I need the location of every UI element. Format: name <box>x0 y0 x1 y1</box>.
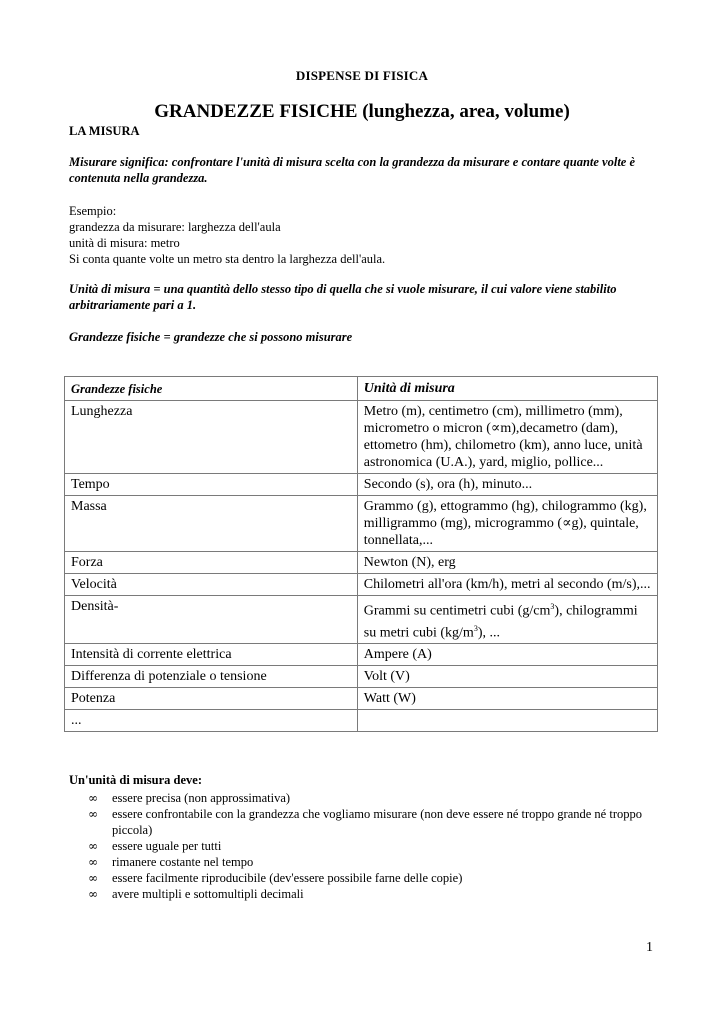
example-line: grandezza da misurare: larghezza dell'aula <box>69 220 281 234</box>
unit-cell <box>357 710 657 732</box>
table-row <box>65 401 658 474</box>
list-item-text: essere precisa (non approssimativa) <box>112 791 291 805</box>
unit-cell: Metro (m), centimetro (cm), millimetro (mm), micrometro o micron (∝m),decametro (dam), ettometro (hm), chilometro (km), anno luce, unità astronomica (U.A.), yard, miglio, pollice... <box>357 401 657 474</box>
quantity-cell: Differenza di potenziale o tensione <box>65 666 358 688</box>
requirements-list <box>88 790 658 902</box>
superscript: 3 <box>473 623 478 633</box>
unit-cell: Ampere (A) <box>357 644 657 666</box>
list-item-text: essere facilmente riproducibile (dev'essere possibile farne delle copie) <box>112 871 463 885</box>
table-row <box>65 688 658 710</box>
unit-cell: Secondo (s), ora (h), minuto... <box>357 474 657 496</box>
list-item <box>88 838 658 854</box>
requirements-title: Un'unità di misura deve: <box>69 773 203 787</box>
unit-cell: Grammo (g), ettogrammo (hg), chilogrammo (kg), milligrammo (mg), microgrammo (∝g), quintale, tonnellata,... <box>357 496 657 552</box>
quantity-cell: Intensità di corrente elettrica <box>65 644 358 666</box>
unit-cell: Watt (W) <box>357 688 657 710</box>
quantity-cell: Potenza <box>65 688 358 710</box>
quantity-cell: Lunghezza <box>65 401 358 474</box>
list-item <box>88 886 658 902</box>
list-item <box>88 790 658 806</box>
units-table <box>64 376 658 732</box>
infinity-bullet-icon: ∞ <box>88 791 98 805</box>
quantity-cell: Velocità <box>65 574 358 596</box>
unit-definition: Unità di misura = una quantità dello stesso tipo di quella che si vuole misurare, il cui valore viene stabilito arbitrariamente pari a 1. <box>69 282 617 312</box>
table-row <box>65 644 658 666</box>
example-line: Si conta quante volte un metro sta dentro la larghezza dell'aula. <box>69 252 386 266</box>
measure-definition: Misurare significa: confrontare l'unità di misura scelta con la grandezza da misurare e contare quante volte è contenuta nella grandezza. <box>69 155 636 185</box>
unit-cell: Newton (N), erg <box>357 552 657 574</box>
quantity-cell: Densità- <box>65 596 358 644</box>
table-row <box>65 666 658 688</box>
table-row <box>65 574 658 596</box>
header-unit: Unità di misura <box>357 377 657 401</box>
infinity-bullet-icon: ∞ <box>88 839 98 853</box>
quantity-cell: ... <box>65 710 358 732</box>
quantities-definition: Grandezze fisiche = grandezze che si possono misurare <box>69 330 353 344</box>
table-row <box>65 552 658 574</box>
infinity-bullet-icon: ∞ <box>88 871 98 885</box>
infinity-bullet-icon: ∞ <box>88 887 98 901</box>
table-row <box>65 474 658 496</box>
list-item <box>88 854 658 870</box>
list-item-text: essere confrontabile con la grandezza che vogliamo misurare (non deve essere né troppo grande né troppo piccola) <box>112 807 642 837</box>
section-heading: LA MISURA <box>69 124 140 138</box>
superscript: 3 <box>550 602 555 611</box>
quantity-cell: Tempo <box>65 474 358 496</box>
quantity-cell: Forza <box>65 552 358 574</box>
table-row <box>65 596 658 644</box>
table-row <box>65 710 658 732</box>
list-item-text: essere uguale per tutti <box>112 839 222 853</box>
list-item <box>88 870 658 886</box>
table-row <box>65 496 658 552</box>
document-title: GRANDEZZE FISICHE (lunghezza, area, volume) <box>154 101 570 122</box>
unit-cell: Chilometri all'ora (km/h), metri al secondo (m/s),... <box>357 574 657 596</box>
page-number: 1 <box>646 940 653 955</box>
unit-cell <box>357 596 657 644</box>
example-line: Esempio: <box>69 204 117 218</box>
unit-text: ), chilogrammi su metri cubi (kg/m <box>363 603 638 641</box>
document-header: DISPENSE DI FISICA <box>295 68 429 83</box>
unit-text: Grammi su centimetri cubi (g/cm <box>363 603 551 619</box>
infinity-bullet-icon: ∞ <box>88 807 98 821</box>
quantity-cell: Massa <box>65 496 358 552</box>
list-item-text: avere multipli e sottomultipli decimali <box>112 887 304 901</box>
infinity-bullet-icon: ∞ <box>88 855 98 869</box>
unit-cell: Volt (V) <box>357 666 657 688</box>
header-quantity: Grandezze fisiche <box>65 377 358 401</box>
unit-text: ), ... <box>477 625 500 641</box>
example-block <box>69 203 659 267</box>
table-header-row <box>65 377 658 401</box>
example-line: unità di misura: metro <box>69 236 180 250</box>
list-item <box>88 806 658 838</box>
list-item-text: rimanere costante nel tempo <box>112 855 254 869</box>
